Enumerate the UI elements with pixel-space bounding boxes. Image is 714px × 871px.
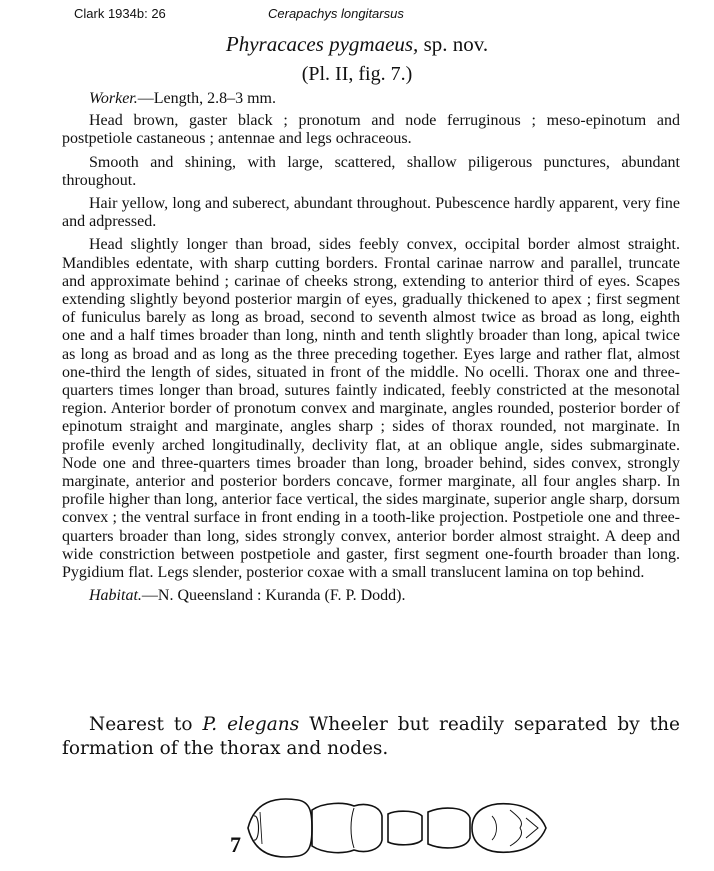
morphology-paragraph: Head slightly longer than broad, sides feebly convex, occipital border almost straight. Mandibles edentate, with sharp cutting borders. Frontal carinae narrow and parallel, truncate and approximate behind ; carinae of cheeks strong, extending to anterior third of eyes. Scapes extending slightly beyond posterior margin of eyes, gradually thickened to apex ; first segment of funiculus barely as long as broad, second to seventh almost twice as broad as long, eighth one and a half times broader than long, ninth and tenth slightly broader than long, apical twice as long as broad and as long as the three preceding together. Eyes large and rather flat, almost one-third the length of sides, situated in front of the middle. No ocelli. Thorax one and three-quarters times longer than broad, sutures faintly indicated, feebly constricted at the mesonotal region. Anterior border of pronotum convex and marginate, angles rounded, posterior border of epinotum straight and marginate, angles sharp ; sides of thorax rounded, not marginate. In profile evenly arched longitudinally, declivity flat, at an oblique angle, sides submarginate. Node one and three-quarters times broader than long, broader behind, sides convex, strongly marginate, anterior and posterior borders concave, former marginate, all four angles sharp. In profile higher than long, anterior face vertical, the sides marginate, superior angle sharp, dorsum convex ; the ventral surface in front ending in a tooth-like projection. Postpetiole one and three-quarters broader than long, sides strongly convex, anterior border almost straight. A deep and wide constriction between postpetiole and gaster, first segment one-fourth broader than long. Pygidium flat. Legs slender, posterior coxae with a small translucent lamina on top behind. bbox=[62, 236, 680, 582]
habitat-paragraph bbox=[62, 587, 680, 605]
citation-header: Clark 1934b: 26 bbox=[74, 6, 166, 21]
ant-head-outline bbox=[248, 799, 312, 857]
species-header: Cerapachys longitarsus bbox=[268, 6, 404, 21]
ant-postpetiole-outline bbox=[428, 808, 470, 848]
worker-length: —Length, 2.8–3 mm. bbox=[137, 90, 276, 107]
plate-reference: (Pl. II, fig. 7.) bbox=[301, 63, 413, 85]
species-name: Phyracaces pygmaeus, bbox=[225, 32, 419, 56]
worker-label: Worker. bbox=[89, 90, 138, 107]
habitat-text: —N. Queensland : Kuranda (F. P. Dodd). bbox=[141, 587, 406, 605]
ant-node-outline bbox=[388, 811, 422, 845]
ant-figure-drawing bbox=[220, 788, 550, 868]
sculpture-paragraph: Smooth and shining, with large, scattered, shallow piligerous punctures, abundant throughout. bbox=[62, 153, 680, 189]
comparison-note bbox=[62, 713, 680, 761]
species-title bbox=[0, 30, 714, 58]
description-body bbox=[62, 90, 680, 610]
habitat-label: Habitat. bbox=[89, 587, 142, 605]
color-paragraph: Head brown, gaster black ; pronotum and node ferruginous ; meso-epinotum and postpetiole castaneous ; antennae and legs ochraceous. bbox=[62, 112, 680, 148]
note-rest: Wheeler but readily separated by the formation of the thorax and nodes. bbox=[62, 714, 681, 759]
note-prefix: Nearest to bbox=[89, 714, 193, 735]
ant-thorax-outline bbox=[312, 803, 382, 852]
hair-paragraph: Hair yellow, long and suberect, abundant throughout. Pubescence hardly apparent, very fine and adpressed. bbox=[62, 195, 680, 231]
note-species: P. elegans bbox=[202, 714, 300, 735]
ant-gaster-outline bbox=[472, 804, 546, 853]
figure-number: 7 bbox=[230, 832, 241, 857]
species-status: sp. nov. bbox=[423, 32, 489, 56]
worker-length-paragraph bbox=[62, 90, 680, 108]
